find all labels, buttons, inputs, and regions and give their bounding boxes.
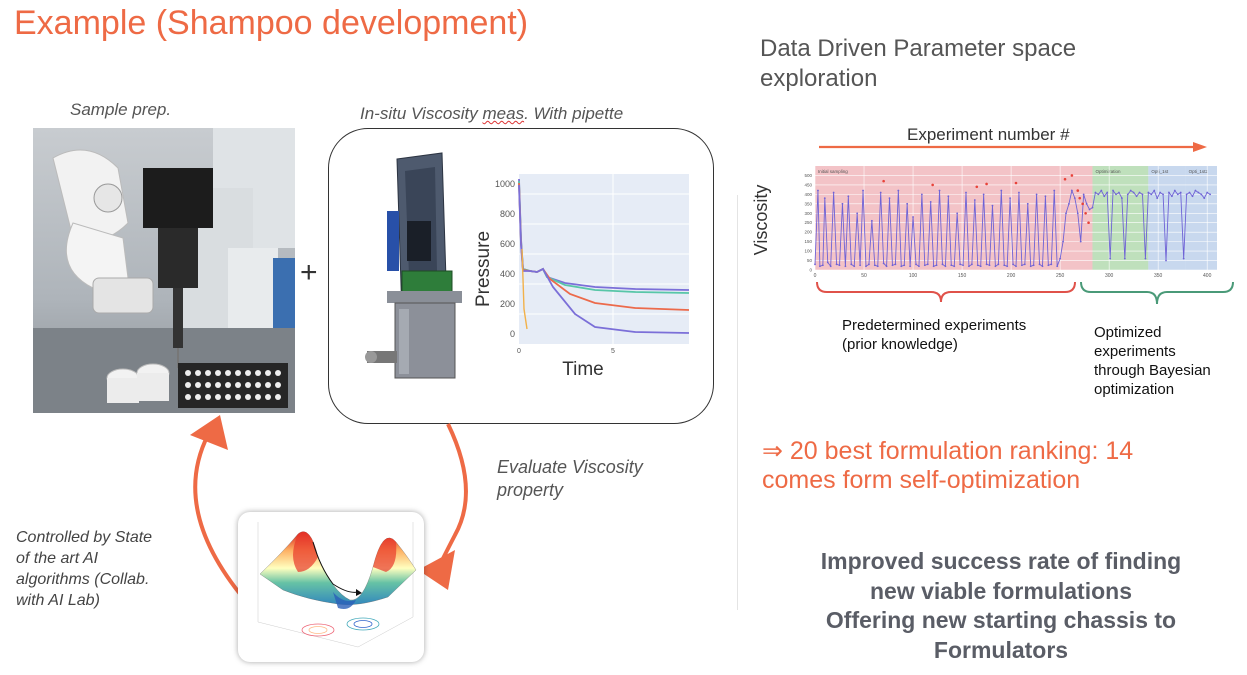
predetermined-line1: Predetermined experiments [842,317,1027,334]
viscosity-point [1183,258,1185,260]
viscosity-point [839,264,841,266]
region-label-0: Initial sampling [818,169,848,174]
viscosity-point [939,190,941,192]
viscosity-point [1045,195,1047,197]
viscosity-point [986,263,988,265]
viscosity-point [1042,265,1044,267]
viscosity-point [1036,193,1038,195]
viscosity-point [924,264,926,266]
viscosity-point [817,190,819,192]
viscosity-ylabel: Viscosity [751,184,771,256]
optimized-line3: through Bayesian [1094,362,1211,379]
viscosity-point [1092,207,1094,209]
selected-point [1015,182,1018,185]
xtick-50: 50 [861,273,867,279]
selected-point [1076,189,1079,192]
ytick-150: 150 [804,239,812,245]
ai-surface-plot [238,512,424,662]
viscosity-point [1118,192,1120,194]
viscosity-point [965,192,967,194]
improved-line3: Offering new starting chassis to [825,607,1177,633]
viscosity-point [1124,258,1126,260]
viscosity-point [956,212,958,214]
viscosity-point [903,264,905,266]
xtick-350: 350 [1153,273,1163,279]
viscosity-point [1121,197,1123,199]
robot-sample-prep-photo [33,128,295,413]
viscosity-point [865,265,867,267]
ytick-500: 500 [804,172,812,178]
viscosity-point [1089,209,1091,211]
column-divider [737,195,738,610]
controlled-line1: Controlled by State [16,529,153,546]
viscosity-point [942,263,944,265]
ranking-line1: ⇒ 20 best formulation ranking: 14 [762,437,1134,465]
optimized-bracket [1081,282,1233,304]
controlled-line2: of the art AI [16,550,99,567]
viscosity-point [1109,258,1111,260]
evaluate-line2: property [497,480,564,500]
viscosity-point [1139,192,1141,194]
viscosity-point [836,263,838,265]
insitu-viscosity-label [360,104,623,124]
viscosity-point [1000,190,1002,192]
viscosity-point [1059,258,1061,260]
viscosity-point [1115,193,1117,195]
ytick-800: 800 [499,209,515,219]
evaluate-viscosity-label [497,456,643,502]
sample-prep-label: Sample prep. [70,100,172,119]
ytick-250: 250 [804,220,812,226]
viscosity-point [962,264,964,266]
region-2 [1148,166,1185,270]
improved-line2: new viable formulations [870,577,1132,604]
selected-point [931,184,934,187]
viscosity-point [983,193,985,195]
selected-point [1078,197,1081,200]
viscosity-point [883,262,885,264]
viscosity-point [1024,263,1026,265]
viscosity-point [971,263,973,265]
ytick-1000: 1000 [494,179,515,189]
insitu-label-part2: meas [482,104,525,123]
viscosity-point [874,264,876,266]
viscosity-point [1200,193,1202,195]
viscosity-point [1083,193,1085,195]
optimized-line2: experiments [1094,343,1176,360]
slide-title: Example (Shampoo development) [14,4,529,42]
viscosity-point [871,220,873,222]
viscosity-point [819,265,821,267]
viscosity-chart [751,142,1235,312]
ytick-50: 50 [806,258,812,264]
viscosity-point [945,265,947,267]
selected-point [975,186,978,189]
right-title-line1: Data Driven Parameter space [760,35,1077,62]
viscosity-point [930,201,932,203]
viscosity-point [1065,212,1067,214]
viscosity-point [936,264,938,266]
viscosity-point [1150,193,1152,195]
insitu-label-part3: . With pipette [524,104,624,123]
viscosity-point [921,193,923,195]
viscosity-point [886,265,888,267]
viscosity-point [1186,193,1188,195]
improved-line1: Improved success rate of finding [820,548,1182,574]
selected-point [1064,178,1067,181]
xtick-100: 100 [908,273,918,279]
viscosity-point [1159,192,1161,194]
viscosity-point [1033,264,1035,266]
viscosity-point [1100,190,1102,192]
ranking-line2: comes form self-optimization [762,466,1081,494]
viscosity-point [1197,192,1199,194]
improved-success-statement [760,547,1242,665]
viscosity-point [1062,241,1064,243]
viscosity-point [1027,203,1029,205]
viscosity-point [1003,264,1005,266]
xtick-150: 150 [957,273,967,279]
xtick-250: 250 [1055,273,1065,279]
ytick-200: 200 [499,299,515,309]
viscosity-point [1080,241,1082,243]
xtick-400: 400 [1203,273,1212,279]
viscosity-point [977,264,979,266]
viscosity-point [1165,260,1167,262]
viscosity-point [1192,195,1194,197]
viscosity-point [1168,192,1170,194]
optimized-line4: optimization [1094,381,1175,398]
selected-point [985,183,988,186]
viscosity-point [1068,203,1070,205]
region-3 [1186,166,1217,270]
viscosity-point [912,216,914,218]
controlled-by-ai-label [16,527,152,611]
viscosity-point [989,264,991,266]
selected-point [882,180,885,183]
viscosity-point [947,195,949,197]
viscosity-point [1145,258,1147,260]
xtick-5: 5 [611,348,615,355]
viscosity-point [918,265,920,267]
viscosity-point [842,203,844,205]
viscosity-point [877,265,879,267]
evaluate-line1: Evaluate Viscosity [497,457,643,477]
pipette-device-render [347,151,472,383]
viscosity-point [1021,264,1023,266]
ytick-0: 0 [809,267,812,273]
viscosity-point [1047,264,1049,266]
viscosity-point [1136,195,1138,197]
viscosity-point [900,265,902,267]
viscosity-point [1018,192,1020,194]
viscosity-point [1189,192,1191,194]
ranking-statement [762,437,1133,495]
viscosity-point [1156,197,1158,199]
selected-point [1071,174,1074,177]
viscosity-point [1153,190,1155,192]
ytick-450: 450 [804,182,812,188]
improved-line4: Formulators [933,636,1069,663]
viscosity-point [1103,195,1105,197]
predetermined-line2: (prior knowledge) [842,336,958,353]
viscosity-point [1009,197,1011,199]
ytick-600: 600 [499,239,515,249]
ytick-400: 400 [499,269,515,279]
viscosity-point [1162,193,1164,195]
experiment-arrow-head [1193,142,1207,152]
viscosity-point [862,190,864,192]
viscosity-point [814,263,816,265]
xtick-300: 300 [1104,273,1114,279]
viscosity-point [997,263,999,265]
pressure-xlabel: Time [562,359,604,380]
selected-point [1081,203,1084,206]
right-section-title [760,34,1076,94]
viscosity-point [895,263,897,265]
viscosity-point [1180,192,1182,194]
predetermined-experiments-label [842,316,1026,354]
viscosity-point [853,265,855,267]
viscosity-point [1106,192,1108,194]
controlled-line4: with AI Lab) [16,592,100,609]
right-title-line2: exploration [760,65,878,92]
viscosity-point [1039,263,1041,265]
xtick-0: 0 [517,348,521,355]
viscosity-point [824,197,826,199]
viscosity-point [1053,190,1055,192]
region-label-1: Optimization [1095,169,1121,174]
viscosity-point [833,192,835,194]
viscosity-point [1203,197,1205,199]
pressure-time-plot [475,169,695,384]
viscosity-point [968,265,970,267]
viscometer-panel [328,128,714,424]
viscosity-point [850,263,852,265]
viscosity-point [889,197,891,199]
viscosity-point [906,203,908,205]
viscosity-point [1127,193,1129,195]
viscosity-point [909,265,911,267]
viscosity-point [1171,195,1173,197]
viscosity-point [980,265,982,267]
viscosity-point [1077,212,1079,214]
region-label-2: Opti_1st [1151,169,1169,174]
viscosity-point [1097,193,1099,195]
viscosity-point [950,264,952,266]
viscosity-chart-svg [751,142,1235,312]
ytick-300: 300 [804,210,812,216]
insitu-label-part1: In-situ Viscosity [360,104,483,123]
viscosity-point [1030,265,1032,267]
ytick-400: 400 [804,191,812,197]
viscosity-point [974,199,976,201]
viscosity-point [1142,193,1144,195]
viscosity-point [995,265,997,267]
optimized-line1: Optimized [1094,324,1162,341]
xtick-0: 0 [813,273,817,279]
viscosity-point [1050,263,1052,265]
viscosity-point [927,263,929,265]
viscosity-point [959,263,961,265]
ytick-200: 200 [804,229,812,235]
ytick-100: 100 [804,248,812,254]
viscosity-point [847,195,849,197]
viscosity-point [1147,192,1149,194]
viscosity-point [1071,190,1073,192]
ytick-0: 0 [509,329,515,339]
viscosity-point [830,265,832,267]
viscosity-point [859,264,861,266]
viscosity-point [1195,190,1197,192]
viscosity-point [1012,263,1014,265]
selected-point [1087,221,1090,224]
optimized-experiments-label [1094,323,1211,399]
controlled-line3: algorithms (Collab. [16,571,150,588]
region-label-3: Opti_1st2 [1188,169,1208,174]
viscosity-point [992,205,994,207]
viscosity-point [915,263,917,265]
region-1 [1092,166,1148,270]
viscosity-point [827,262,829,264]
viscosity-point [1209,193,1211,195]
xtick-200: 200 [1006,273,1016,279]
viscosity-point [933,265,935,267]
viscosity-point [1006,265,1008,267]
ytick-350: 350 [804,201,812,207]
viscosity-point [1174,190,1176,192]
plus-sign: + [300,256,318,289]
pressure-ylabel: Pressure [473,230,494,308]
viscosity-point [1086,203,1088,205]
experiment-number-label: Experiment number # [907,125,1070,144]
predetermined-bracket [817,282,1075,302]
viscosity-point [844,265,846,267]
viscosity-point [1133,192,1135,194]
selected-point [1084,212,1087,215]
viscosity-point [1074,197,1076,199]
viscosity-point [880,192,882,194]
viscosity-point [892,264,894,266]
viscosity-point [822,264,824,266]
viscosity-point [868,263,870,265]
viscosity-point [953,265,955,267]
viscosity-point [897,190,899,192]
viscosity-point [1056,265,1058,267]
viscosity-point [1206,192,1208,194]
viscosity-point [1015,265,1017,267]
viscosity-point [856,212,858,214]
viscosity-point [1177,193,1179,195]
viscosity-point [1095,192,1097,194]
viscosity-point [1112,190,1114,192]
viscosity-point [1130,190,1132,192]
